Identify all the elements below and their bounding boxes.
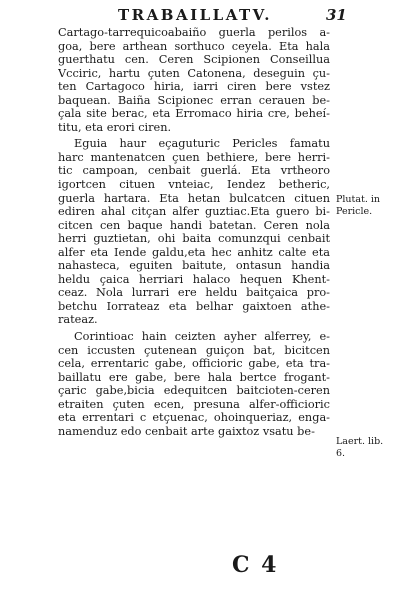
text-line: çala site berac, eta Erromaco hiria cre, beheí- — [58, 107, 330, 121]
text-line: harc mantenatcen çuen bethiere, bere herri- — [58, 150, 330, 164]
text-line: betchu Iorrateaz eta belhar gaixtoen athe- — [58, 299, 330, 313]
text-line: Corintioac hain ceizten ayher alferrey, e- — [74, 330, 330, 344]
text-line: tic campoan, cenbait guerlá. Eta vrtheoro — [58, 164, 330, 178]
marginal-note-laertius — [336, 436, 408, 460]
text-line: namenduz edo cenbait arte gaixtoz vsatu be- — [58, 424, 315, 438]
marginal-line: Pericle. — [336, 206, 373, 217]
text-line: goa, bere arthean sorthuco ceyela. Eta hala — [58, 39, 330, 53]
page-header — [0, 4, 417, 26]
text-line: herri guztietan, ohi baita comunzqui cenbait — [58, 232, 330, 246]
text-line: heldu çaica herriari halaco hequen Khent- — [58, 272, 330, 286]
text-line: nahasteca, eguiten baitute, ontasun handia — [58, 259, 330, 273]
text-line: titu, eta erori ciren. — [58, 120, 172, 134]
running-title: TRABAILLATV. — [118, 6, 272, 24]
text-line: Vcciric, hartu çuten Catonena, deseguin çu- — [58, 66, 330, 80]
text-line: eta errentari c etçuenac, ohoinqueriaz, enga- — [58, 411, 330, 425]
text-line: guerthatu cen. Ceren Scipionen Conseillua — [58, 53, 330, 67]
text-line: Cartago-tarrequicoabaiño guerla perilos a- — [58, 26, 330, 39]
text-line: alfer eta Iende galdu,eta hec anhitz calte eta — [58, 245, 330, 259]
text-line: citcen cen baque handi batetan. Ceren nola — [58, 218, 330, 232]
text-line: cela, errentaric gabe, officioric gabe, eta tra- — [58, 357, 330, 371]
text-line: baquean. Baiña Scipionec erran cerauen be- — [58, 93, 330, 107]
main-text — [58, 26, 330, 438]
paragraph — [58, 330, 330, 438]
marginal-note-plutarch — [336, 194, 408, 218]
text-line: igortcen cituen vnteiac, Iendez betheric, — [58, 178, 330, 192]
text-line: etraiten çuten ecen, presuna alfer-officioric — [58, 397, 330, 411]
marginal-line: 6. — [336, 448, 346, 459]
text-line: rateaz. — [58, 313, 98, 327]
text-line: ediren ahal citçan alfer guztiac.Eta guero bi- — [58, 205, 330, 219]
text-line: ten Cartagoco hiria, iarri ciren bere vstez — [58, 80, 330, 94]
paragraph — [58, 137, 330, 327]
text-line: guerla hartara. Eta hetan bulcatcen cituen — [58, 191, 330, 205]
text-line: cen iccusten çutenean guiçon bat, bicitcen — [58, 343, 330, 357]
text-line: baillatu ere gabe, bere hala bertce frogant- — [58, 370, 330, 384]
page-number: 31 — [326, 6, 347, 24]
paragraph — [58, 26, 330, 134]
paragraphs-container — [58, 26, 330, 438]
signature-mark: C 4 — [232, 552, 279, 578]
marginal-line: Plutat. in — [336, 194, 381, 205]
marginal-line: Laert. lib. — [336, 436, 384, 447]
text-line: Eguia haur eçaguturic Pericles famatu — [74, 137, 330, 151]
text-line: çaric gabe,bicia edequitcen baitcioten-ceren — [58, 384, 330, 398]
text-line: ceaz. Nola lurrari ere heldu baitçaica pro- — [58, 286, 330, 300]
